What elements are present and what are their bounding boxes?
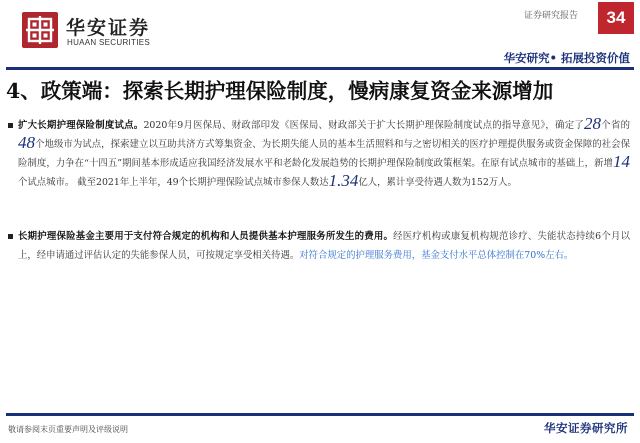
highlighted-text: 对符合规定的护理服务费用，基金支付水平总体控制在70%左右。 [299, 250, 574, 261]
paragraph-text: 经医疗机构或康复机构规范诊疗、失能状态持续6个月以上，经申请通过评估认定的失能参保人员，可按规定享受相关待遇。 [18, 231, 630, 261]
paragraph-ltc-pilot-expansion [18, 116, 630, 192]
paragraph-lead: 扩大长期护理保险制度试点。 [18, 120, 144, 131]
paragraph-text: 2020年9月医保局、财政部印发《医保局、财政部关于扩大长期护理保险制度试点的指导意见》，确定了 [143, 120, 585, 131]
paragraph-text: 个地级市为试点，探索建立以互助共济方式筹集资金、为长期失能人员的基本生活照料和与之密切相关的医疗护理提供服务或资金保障的社会保险制度，力争在“十四五”期间基本形成适应我国经济发展水平和老龄化发展趋势的长期护理保险制度政策框架。在原有试点城市的基础上，新增 [18, 139, 630, 169]
brand-name-cn: 华安证券 [66, 17, 151, 39]
insured-population: 1.34 [328, 171, 359, 190]
header-divider [6, 67, 634, 70]
paragraph-text: 个省的 [601, 120, 630, 131]
paragraph-ltc-fund-usage [18, 227, 630, 265]
brand-name-en: HUAAN SECURITIES [67, 38, 151, 47]
header-tagline: 华安研究• 拓展投资价值 [503, 51, 630, 65]
company-logo-icon [22, 12, 58, 48]
pilot-province-count: 28 [584, 114, 602, 133]
section-title: 4、政策端：探索长期护理保险制度，慢病康复资金来源增加 [6, 79, 554, 103]
footer-divider [6, 413, 634, 416]
footer-disclaimer: 敬请参阅末页重要声明及评级说明 [8, 425, 128, 434]
page-number-badge: 34 [598, 2, 634, 34]
report-type-label: 证券研究报告 [523, 11, 578, 21]
paragraph-lead: 长期护理保险基金主要用于支付符合规定的机构和人员提供基本护理服务所发生的费用。 [18, 231, 394, 242]
paragraph-text: 亿人，累计享受待遇人数为152万人。 [358, 177, 517, 188]
footer-brand: 华安证券研究所 [544, 421, 628, 435]
bullet-square-icon [8, 234, 13, 239]
pilot-city-count: 48 [18, 133, 35, 152]
new-pilot-city-count: 14 [613, 152, 630, 171]
bullet-square-icon [8, 123, 13, 128]
paragraph-text: 个试点城市。 截至2021年上半年，49个长期护理保险试点城市参保人数达 [18, 177, 329, 188]
